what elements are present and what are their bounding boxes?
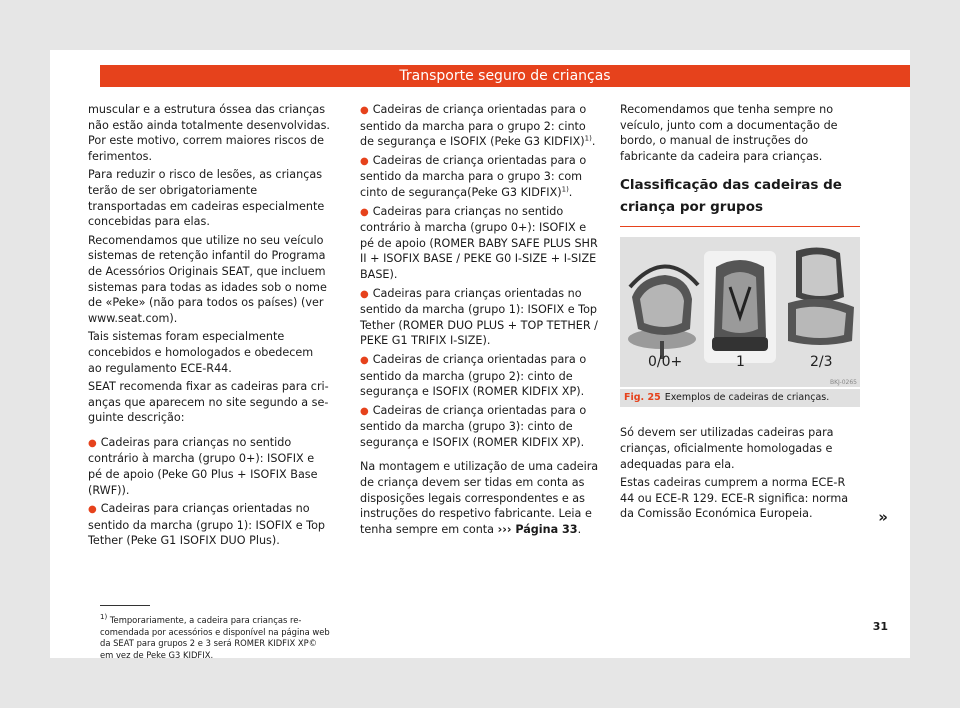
page-number: 31 xyxy=(872,620,888,633)
paragraph: Tais sistemas foram especialmente concebidos e homologados e obedecem ao regulamento ECE-R44. xyxy=(88,330,314,375)
footnote-text: Temporariamente, a cadeira para crianças recomendada por acessórios e disponível na página web da SEAT para grupos 2 e 3 será ROMER KIDFIX XP© em vez de Peke G3 KIDFIX. xyxy=(100,615,330,660)
column-3 xyxy=(620,102,860,525)
column-2 xyxy=(360,102,602,540)
bullet-icon: ● xyxy=(88,437,97,449)
figure-number: Fig. 25 xyxy=(624,392,661,404)
footnote-mark: 1) xyxy=(100,613,108,622)
footnote xyxy=(100,615,330,661)
bullet-icon: ● xyxy=(360,405,369,417)
section-header: Transporte seguro de crianças xyxy=(100,65,910,87)
booster-seat-icon xyxy=(788,248,854,346)
bullet-icon: ● xyxy=(360,354,369,366)
list-item: ● Cadeiras para crianças no sentido contrário à marcha (grupo 0+): ISOFIX e pé de apoio (Peke G0 Plus + ISOFIX Base (RWF)). xyxy=(88,435,318,497)
list-item: ● Cadeiras de criança orientadas para o sentido da marcha para o grupo 3: com cinto de segurança(Peke G3 KIDFIX)$^{1)}$. xyxy=(360,153,587,199)
group1-seat-icon xyxy=(704,251,776,363)
list-item: ● Cadeiras para crianças orientadas no sentido da marcha (grupo 1): ISOFIX e Top Tether (Peke G1 ISOFIX DUO Plus). xyxy=(88,502,326,548)
paragraph: Para reduzir o risco de lesões, as crianças terão de ser obrigatoriamente transportadas em cadeiras especialmente concebidas para elas. xyxy=(88,168,325,229)
figure-label-group1: 1 xyxy=(736,354,745,371)
list-item: ● Cadeiras de criança orientadas para o sentido da marcha para o grupo 2: cinto de segurança e ISOFIX (Peke G3 KIDFIX)$^{1)}$. xyxy=(360,103,596,149)
bullet-icon: ● xyxy=(360,105,369,116)
paragraph: muscular e a estrutura óssea das crianças não estão ainda totalmente desenvolvidas. Por este motivo, correm maiores riscos de ferimentos. xyxy=(88,103,330,163)
bullet-icon: ● xyxy=(360,288,369,300)
list-item: ● Cadeiras para crianças no sentido contrário à marcha (grupo 0+): ISOFIX e pé de apoio (ROMER BABY SAFE PLUS SHR II + ISOFIX BASE / PEKE G0 I-SIZE + I-SIZE BASE). xyxy=(360,204,598,281)
continue-arrow-icon: » xyxy=(878,508,888,526)
bullet-icon: ● xyxy=(360,206,369,218)
paragraph: Só devem ser utilizadas cadeiras para crianças, oficialmente homologadas e adequadas para ela. xyxy=(620,426,834,471)
list-item: ● Cadeiras para crianças orientadas no sentido da marcha (grupo 1): ISOFIX e Top Tether (ROMER DUO PLUS + TOP TETHER / PEKE G1 TRIFIX I-SIZE). xyxy=(360,286,598,348)
section-heading: Classificação das cadeiras de criança por grupos xyxy=(620,174,860,227)
figure-caption-text: Exemplos de cadeiras de crianças. xyxy=(664,392,830,404)
figure-label-group0: 0/0+ xyxy=(648,354,683,371)
paragraph: Recomendamos que tenha sempre no veículo, junto com a documentação de bordo, o manual de instruções do fabricante da cadeira para crianças. xyxy=(620,103,838,163)
list-item: ● Cadeiras de criança orientadas para o sentido da marcha (grupo 3): cinto de segurança e ISOFIX (ROMER KIDFIX XP). xyxy=(360,403,587,449)
figure-child-seats xyxy=(620,237,860,387)
paragraph: Estas cadeiras cumprem a norma ECE-R 44 ou ECE-R 129. ECE-R significa: norma da Comissão Económica Europeia. xyxy=(620,476,849,521)
figure-label-group23: 2/3 xyxy=(810,354,833,371)
paragraph: Na montagem e utilização de uma cadeira de criança devem ser tidas em conta as disposições legais correspondentes e as instruções do respetivo fabricante. Leia e tenha sempre em conta ››› Página 33. xyxy=(360,460,599,536)
figure-code: BKJ-0265 xyxy=(829,379,857,387)
manual-page xyxy=(50,50,910,658)
paragraph: SEAT recomenda fixar as cadeiras para crianças que aparecem no site segundo a seguinte descrição: xyxy=(88,380,329,425)
column-1 xyxy=(88,102,330,552)
list-item: ● Cadeiras de criança orientadas para o sentido da marcha (grupo 2): cinto de segurança e ISOFIX (ROMER KIDFIX XP). xyxy=(360,352,587,399)
infant-carrier-icon xyxy=(628,267,698,360)
figure-caption xyxy=(620,389,860,407)
bullet-icon: ● xyxy=(88,504,97,516)
paragraph: Recomendamos que utilize no seu veículo sistemas de retenção infantil do Programa de Acessórios Originais SEAT, que incluem sistemas para todas as idades sob o nome de «Peke» (não para todos os países) (ver www.seat.com). xyxy=(88,233,327,325)
page-reference-link[interactable]: ››› Página 33 xyxy=(497,522,578,536)
footnote-divider xyxy=(100,605,150,606)
bullet-icon: ● xyxy=(360,155,369,167)
